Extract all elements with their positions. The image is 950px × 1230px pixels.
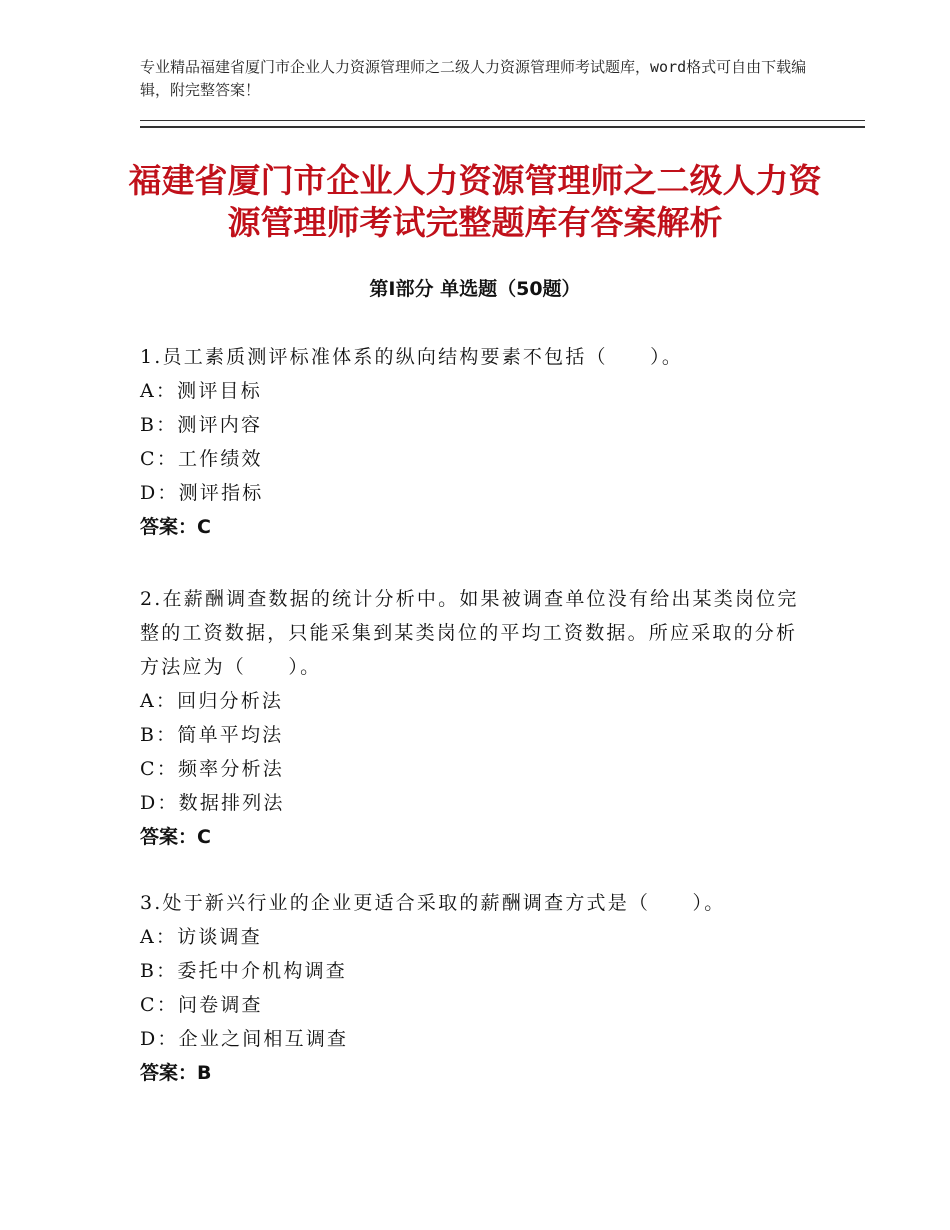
header-note: 专业精品福建省厦门市企业人力资源管理师之二级人力资源管理师考试题库，word格式可自由下载编辑，附完整答案！ [140, 58, 807, 99]
question-stem: 3.处于新兴行业的企业更适合采取的薪酬调查方式是（ ）。 [140, 892, 726, 914]
option-d: D：数据排列法 [140, 792, 285, 814]
option-b: B：测评内容 [140, 414, 263, 436]
question-1 [140, 340, 810, 544]
option-a: A：访谈调查 [140, 926, 262, 948]
document-title: 福建省厦门市企业人力资源管理师之二级人力资源管理师考试完整题库有答案解析 [128, 161, 822, 242]
header-divider [140, 120, 865, 128]
answer: 答案：B [140, 1062, 212, 1084]
question-3 [140, 886, 810, 1090]
option-a: A：测评目标 [140, 380, 262, 402]
answer: 答案：C [140, 826, 211, 848]
option-c: C：频率分析法 [140, 758, 284, 780]
section-title: 第Ⅰ部分 单选题（50题） [369, 278, 581, 300]
option-d: D：企业之间相互调查 [140, 1028, 349, 1050]
question-stem: 2.在薪酬调查数据的统计分析中。如果被调查单位没有给出某类岗位完整的工资数据，只能采集到某类岗位的平均工资数据。所应采取的分析方法应为（ ）。 [140, 588, 799, 678]
option-c: C：工作绩效 [140, 448, 263, 470]
option-d: D：测评指标 [140, 482, 264, 504]
question-2 [140, 582, 810, 854]
option-b: B：简单平均法 [140, 724, 284, 746]
option-b: B：委托中介机构调查 [140, 960, 347, 982]
option-c: C：问卷调查 [140, 994, 263, 1016]
answer: 答案：C [140, 516, 211, 538]
option-a: A：回归分析法 [140, 690, 284, 712]
question-stem: 1.员工素质测评标准体系的纵向结构要素不包括（ ）。 [140, 346, 684, 368]
